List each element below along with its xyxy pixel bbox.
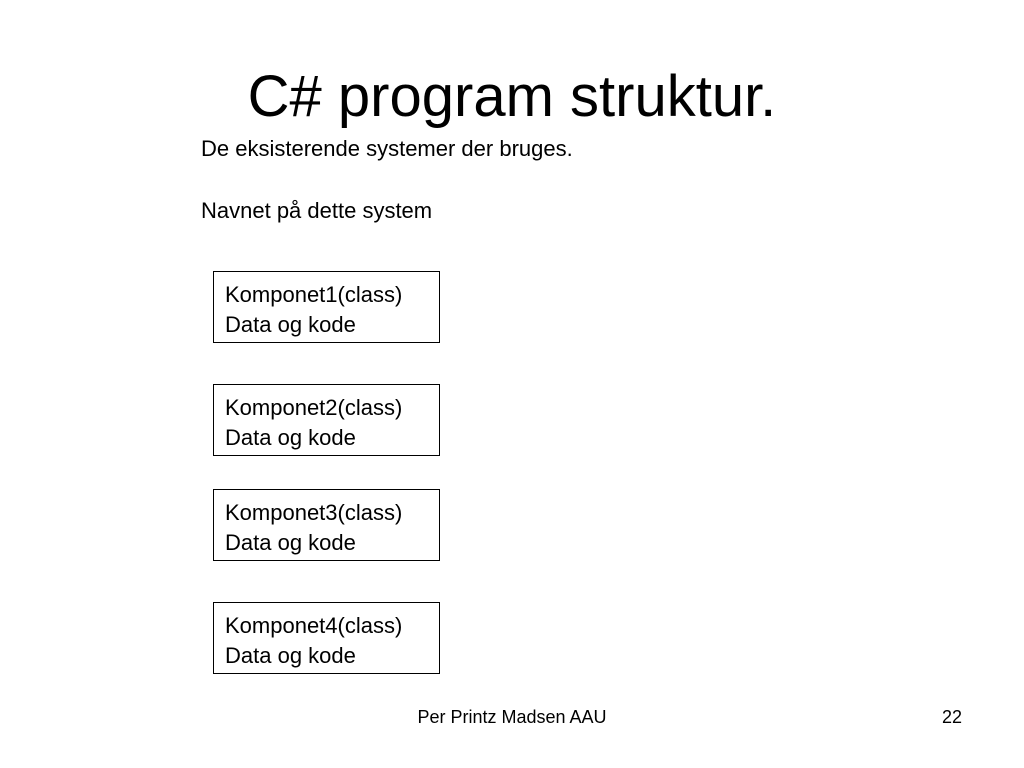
component-description: Data og kode bbox=[225, 312, 356, 337]
component-description: Data og kode bbox=[225, 425, 356, 450]
slide-title: C# program struktur. bbox=[247, 64, 777, 129]
component-name: Komponet3(class) bbox=[225, 500, 403, 525]
intro-text-existing-systems: De eksisterende systemer der bruges. bbox=[201, 136, 573, 161]
component-box-1 bbox=[213, 271, 440, 343]
component-description: Data og kode bbox=[225, 643, 356, 668]
component-name: Komponet4(class) bbox=[225, 613, 403, 638]
footer-author: Per Printz Madsen AAU bbox=[417, 707, 607, 727]
page-number: 22 bbox=[941, 707, 962, 727]
component-box-4 bbox=[213, 602, 440, 674]
component-name: Komponet1(class) bbox=[225, 282, 403, 307]
component-box-2 bbox=[213, 384, 440, 456]
intro-text-system-name: Navnet på dette system bbox=[201, 198, 433, 223]
component-box-3 bbox=[213, 489, 440, 561]
component-name: Komponet2(class) bbox=[225, 395, 403, 420]
component-description: Data og kode bbox=[225, 530, 356, 555]
